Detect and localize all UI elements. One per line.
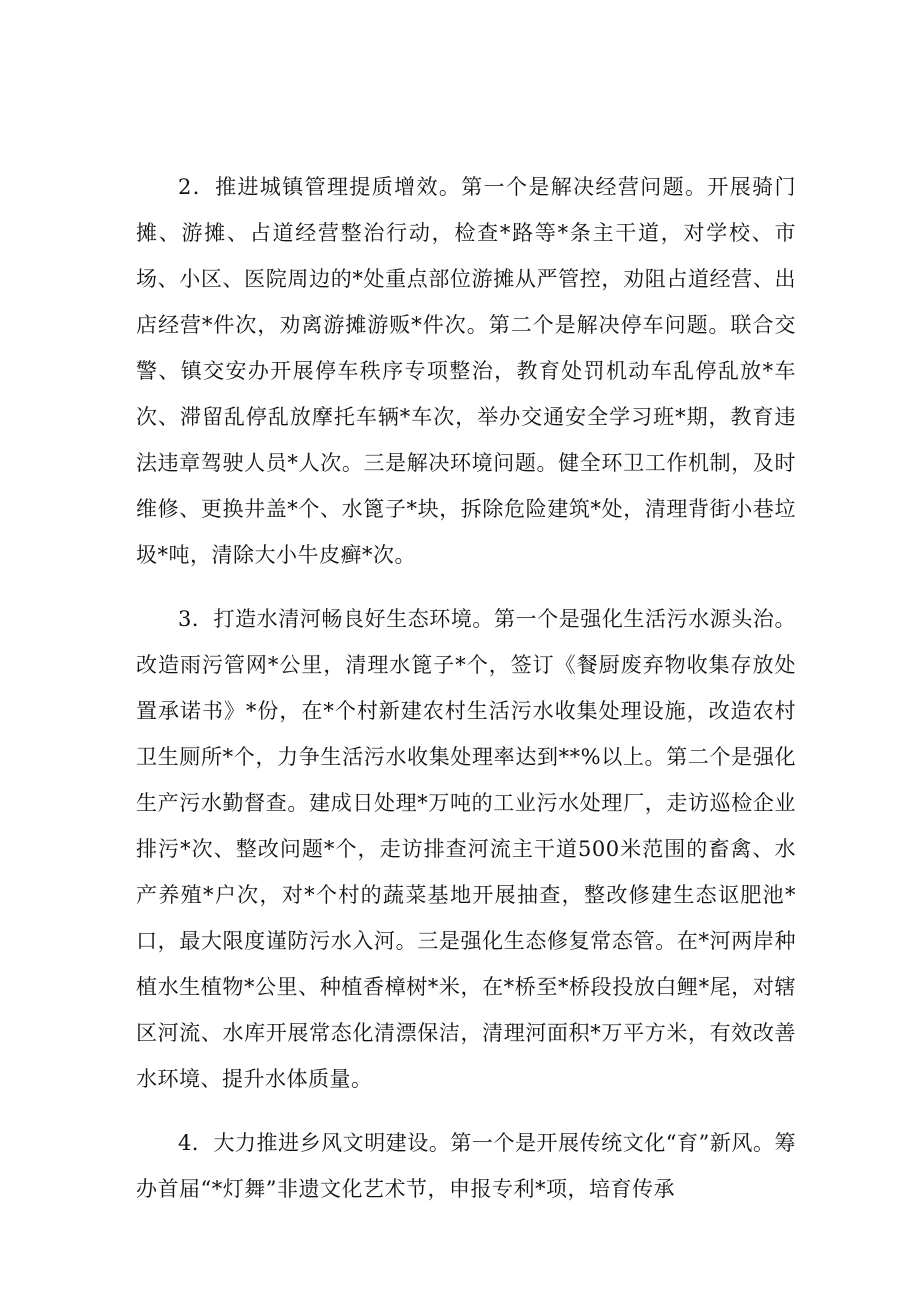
document-body <box>136 164 796 1230</box>
paragraph-town-management: 2．推进城镇管理提质增效。第一个是解决经营问题。开展骑门摊、游摊、占道经营整治行动，检查*路等*条主干道，对学校、市场、小区、医院周边的*处重点部位游摊从严管控，劝阻占道经营、出店经营*件次，劝离游摊游贩*件次。第二个是解决停车问题。联合交警、镇交安办开展停车秩序专项整治，教育处罚机动车乱停乱放*车次、滞留乱停乱放摩托车辆*车次，举办交通安全学习班*期，教育违法违章驾驶人员*人次。三是解决环境问题。健全环卫工作机制，及时维修、更换井盖*个、水篦子*块，拆除危险建筑*处，清理背街小巷垃圾*吨，清除大小牛皮癣*次。 <box>136 175 796 567</box>
paragraph-water-environment: 3．打造水清河畅良好生态环境。第一个是强化生活污水源头治。改造雨污管网*公里，清理水篦子*个，签订《餐厨废弃物收集存放处置承诺书》*份，在*个村新建农村生活污水收集处理设施，改造农村卫生厕所*个，力争生活污水收集处理率达到**%以上。第二个是强化生产污水勤督查。建成日处理*万吨的工业污水处理厂，走访巡检企业排污*次、整改问题*个，走访排查河流主干道500米范围的畜禽、水产养殖*户次，对*个村的蔬菜基地开展抽查，整改修建生态讴肥池*口，最大限度谨防污水入河。三是强化生态修复常态管。在*河两岸种植水生植物*公里、种植香樟树*米，在*桥至*桥段投放白鲤*尾，对辖区河流、水库开展常态化清漂保洁，清理河面积*万平方米，有效改善水环境、提升水体质量。 <box>136 607 796 1091</box>
paragraph-rural-civilization: 4．大力推进乡风文明建设。第一个是开展传统文化“育”新风。筹办首届“*灯舞”非遗文化艺术节，申报专利*项，培育传承 <box>136 1131 796 1201</box>
